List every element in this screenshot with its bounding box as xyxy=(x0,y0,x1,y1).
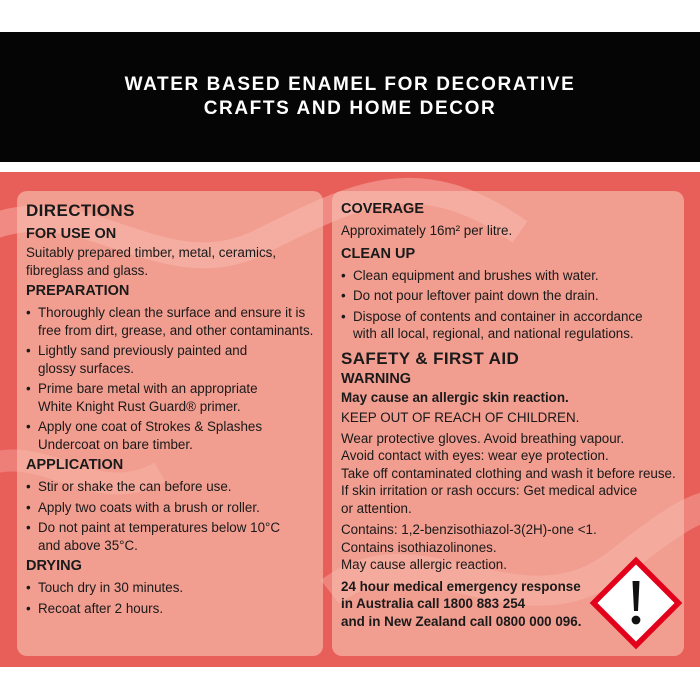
drying-heading: DRYING xyxy=(26,558,82,574)
coverage-text: Approximately 16m² per litre. xyxy=(341,223,513,238)
text-line: with all local, regional, and national regulations. xyxy=(353,326,634,341)
header-band xyxy=(0,32,700,162)
text-line: fibreglass and glass. xyxy=(26,262,149,278)
list-item xyxy=(341,287,676,305)
text-line: Apply one coat of Strokes & Splashes xyxy=(38,419,263,434)
list-item xyxy=(341,308,676,343)
directions-title: DIRECTIONS xyxy=(26,201,135,220)
text-line: Lightly sand previously painted and xyxy=(38,343,248,358)
list-item xyxy=(341,267,676,285)
bullet-icon: • xyxy=(26,600,31,616)
text-line: Contains: 1,2-benzisothiazol-3(2H)-one <1. xyxy=(341,522,597,537)
text-line: Take off contaminated clothing and wash it before reuse. xyxy=(341,465,676,481)
text-line: White Knight Rust Guard® primer. xyxy=(38,398,241,414)
header-title-line-1: WATER BASED ENAMEL FOR DECORATIVE xyxy=(124,74,576,95)
text-line: Touch dry in 30 minutes. xyxy=(38,580,184,595)
clean-up-heading: CLEAN UP xyxy=(341,245,416,262)
text-line: Undercoat on bare timber. xyxy=(38,436,193,452)
bullet-icon: • xyxy=(26,520,31,535)
text-line: Dispose of contents and container in accordance xyxy=(353,308,643,324)
for-use-on-text xyxy=(26,244,315,279)
list-item xyxy=(26,342,315,377)
coverage-heading: COVERAGE xyxy=(341,201,424,217)
keep-out-text: KEEP OUT OF REACH OF CHILDREN. xyxy=(341,410,580,425)
text-line: Clean equipment and brushes with water. xyxy=(353,267,599,283)
list-item xyxy=(26,499,315,517)
list-item xyxy=(26,380,315,415)
text-line: Apply two coats with a brush or roller. xyxy=(38,499,260,515)
text-line: and in New Zealand call 0800 000 096. xyxy=(341,613,582,629)
application-heading: APPLICATION xyxy=(26,457,124,473)
text-line: Thoroughly clean the surface and ensure it is xyxy=(38,305,306,320)
warning-heading: WARNING xyxy=(341,370,412,387)
list-item xyxy=(26,304,315,339)
text-line: Suitably prepared timber, metal, ceramics, xyxy=(26,245,277,260)
bullet-icon: • xyxy=(341,308,346,324)
text-line: Wear protective gloves. Avoid breathing vapour. xyxy=(341,430,625,446)
text-line: glossy surfaces. xyxy=(38,360,135,376)
text-line: in Australia call 1800 883 254 xyxy=(341,596,526,611)
text-line: Recoat after 2 hours. xyxy=(38,600,164,616)
bullet-icon: • xyxy=(26,343,31,358)
text-line: If skin irritation or rash occurs: Get medical advice xyxy=(341,483,638,498)
text-line: or attention. xyxy=(341,500,412,516)
text-line: Avoid contact with eyes: wear eye protection. xyxy=(341,448,609,463)
list-item xyxy=(26,519,315,554)
preparation-heading: PREPARATION xyxy=(26,283,130,299)
bullet-icon: • xyxy=(26,499,31,515)
directions-panel xyxy=(17,191,323,656)
for-use-on-heading: FOR USE ON xyxy=(26,226,117,242)
list-item xyxy=(26,579,315,597)
list-item xyxy=(26,418,315,453)
bullet-icon: • xyxy=(26,305,31,320)
bullet-icon: • xyxy=(26,419,31,434)
text-line: and above 35°C. xyxy=(38,537,138,553)
text-line: free from dirt, grease, and other contaminants. xyxy=(38,322,314,338)
safety-title: SAFETY & FIRST AID xyxy=(341,348,520,368)
list-item xyxy=(26,478,315,496)
text-line: May cause allergic reaction. xyxy=(341,557,507,572)
text-line: Do not pour leftover paint down the drain. xyxy=(353,288,599,303)
header-title-line-2: CRAFTS AND HOME DECOR xyxy=(203,98,497,119)
bullet-icon: • xyxy=(341,267,346,283)
text-line: 24 hour medical emergency response xyxy=(341,578,581,594)
text-line: Do not paint at temperatures below 10°C xyxy=(38,520,281,535)
bullet-icon: • xyxy=(26,381,31,396)
exclamation-hazard-icon xyxy=(588,555,684,651)
list-item xyxy=(26,600,315,618)
bullet-icon: • xyxy=(26,479,31,494)
text-line: Prime bare metal with an appropriate xyxy=(38,381,258,396)
allergy-warning: May cause an allergic skin reaction. xyxy=(341,389,569,405)
text-line: Contains isothiazolinones. xyxy=(341,539,497,555)
bullet-icon: • xyxy=(26,580,31,595)
text-line: Stir or shake the can before use. xyxy=(38,479,232,494)
bullet-icon: • xyxy=(341,288,346,303)
precautions-text xyxy=(341,430,676,518)
